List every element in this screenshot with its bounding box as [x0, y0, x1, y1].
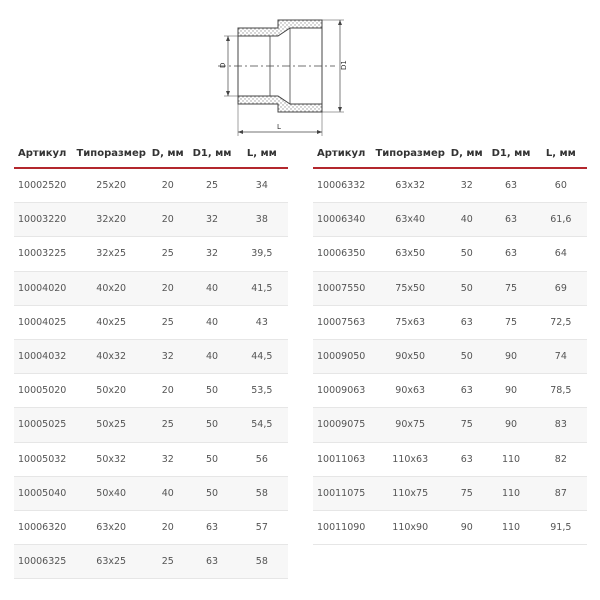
cell-d: 50 — [446, 339, 487, 373]
cell-article: 10011063 — [313, 442, 374, 476]
table-row — [14, 305, 288, 339]
cell-d1: 63 — [188, 545, 235, 579]
cell-d1: 40 — [188, 271, 235, 305]
table-header-row — [14, 140, 288, 168]
label-d1: D1 — [340, 60, 348, 70]
cell-size: 25x20 — [75, 168, 147, 203]
cell-article: 10006340 — [313, 203, 374, 237]
cell-d: 50 — [446, 237, 487, 271]
cell-d: 20 — [147, 374, 188, 408]
cell-size: 63x25 — [75, 545, 147, 579]
cell-l: 60 — [535, 168, 587, 203]
cell-l: 61,6 — [535, 203, 587, 237]
cell-article: 10007550 — [313, 271, 374, 305]
cell-d1: 25 — [188, 168, 235, 203]
cell-d1: 32 — [188, 237, 235, 271]
table-row — [14, 374, 288, 408]
cell-d1: 110 — [487, 510, 534, 544]
cell-article: 10006325 — [14, 545, 75, 579]
table-right — [313, 140, 587, 545]
label-l: L — [277, 123, 281, 131]
cell-size: 90x50 — [374, 339, 446, 373]
cell-article: 10005025 — [14, 408, 75, 442]
cell-article: 10006320 — [14, 510, 75, 544]
cell-d1: 50 — [188, 374, 235, 408]
table-row — [313, 168, 587, 203]
cell-d: 50 — [446, 271, 487, 305]
cell-size: 50x25 — [75, 408, 147, 442]
table-row — [313, 271, 587, 305]
cell-size: 32x20 — [75, 203, 147, 237]
table-row — [313, 408, 587, 442]
cell-d1: 32 — [188, 203, 235, 237]
table-row — [14, 168, 288, 203]
cell-size: 90x75 — [374, 408, 446, 442]
cell-article: 10011090 — [313, 510, 374, 544]
cell-d1: 50 — [188, 408, 235, 442]
cell-size: 75x63 — [374, 305, 446, 339]
header-article: Артикул — [313, 140, 374, 168]
cell-article: 10005032 — [14, 442, 75, 476]
table-row — [313, 339, 587, 373]
cell-size: 75x50 — [374, 271, 446, 305]
cell-d1: 110 — [487, 476, 534, 510]
cell-d1: 63 — [487, 203, 534, 237]
cell-d1: 63 — [487, 237, 534, 271]
cell-d: 63 — [446, 305, 487, 339]
header-l: L, мм — [535, 140, 587, 168]
cell-size: 63x20 — [75, 510, 147, 544]
cell-d1: 90 — [487, 339, 534, 373]
table-row — [313, 305, 587, 339]
header-d: D, мм — [446, 140, 487, 168]
cell-d: 20 — [147, 510, 188, 544]
cell-size: 40x20 — [75, 271, 147, 305]
header-size: Типоразмер — [75, 140, 147, 168]
cell-d1: 63 — [487, 168, 534, 203]
table-row — [14, 442, 288, 476]
coupling-drawing — [210, 8, 360, 140]
cell-size: 63x32 — [374, 168, 446, 203]
cell-article: 10007563 — [313, 305, 374, 339]
cell-d: 32 — [147, 339, 188, 373]
cell-article: 10004020 — [14, 271, 75, 305]
table-row — [14, 237, 288, 271]
cell-d: 20 — [147, 203, 188, 237]
table-row — [14, 510, 288, 544]
header-d1: D1, мм — [188, 140, 235, 168]
cell-l: 82 — [535, 442, 587, 476]
cell-size: 40x32 — [75, 339, 147, 373]
cell-d: 40 — [147, 476, 188, 510]
cell-l: 34 — [236, 168, 288, 203]
table-row — [14, 271, 288, 305]
cell-article: 10004025 — [14, 305, 75, 339]
cell-d: 25 — [147, 408, 188, 442]
header-d: D, мм — [147, 140, 188, 168]
label-d: D — [219, 62, 227, 68]
cell-article: 10006332 — [313, 168, 374, 203]
cell-l: 58 — [236, 545, 288, 579]
cell-l: 74 — [535, 339, 587, 373]
cell-d: 20 — [147, 168, 188, 203]
cell-d1: 110 — [487, 442, 534, 476]
table-left — [14, 140, 288, 579]
cell-l: 64 — [535, 237, 587, 271]
cell-article: 10003220 — [14, 203, 75, 237]
cell-l: 78,5 — [535, 374, 587, 408]
table-row — [14, 545, 288, 579]
cell-d: 40 — [446, 203, 487, 237]
cell-d1: 40 — [188, 305, 235, 339]
cell-l: 53,5 — [236, 374, 288, 408]
cell-article: 10003225 — [14, 237, 75, 271]
cell-d: 25 — [147, 545, 188, 579]
cell-d1: 90 — [487, 374, 534, 408]
table-row — [313, 476, 587, 510]
cell-l: 72,5 — [535, 305, 587, 339]
cell-d1: 75 — [487, 305, 534, 339]
cell-size: 110x63 — [374, 442, 446, 476]
cell-size: 63x50 — [374, 237, 446, 271]
cell-d: 90 — [446, 510, 487, 544]
cell-d: 25 — [147, 305, 188, 339]
cell-size: 50x20 — [75, 374, 147, 408]
cell-d1: 63 — [188, 510, 235, 544]
table-row — [313, 442, 587, 476]
cell-d1: 50 — [188, 442, 235, 476]
header-size: Типоразмер — [374, 140, 446, 168]
cell-d: 75 — [446, 408, 487, 442]
cell-article: 10009063 — [313, 374, 374, 408]
cell-size: 90x63 — [374, 374, 446, 408]
cell-article: 10011075 — [313, 476, 374, 510]
cell-l: 38 — [236, 203, 288, 237]
cell-l: 91,5 — [535, 510, 587, 544]
cell-d: 63 — [446, 442, 487, 476]
table-row — [14, 339, 288, 373]
cell-article: 10005020 — [14, 374, 75, 408]
cell-d: 20 — [147, 271, 188, 305]
table-row — [313, 510, 587, 544]
cell-l: 41,5 — [236, 271, 288, 305]
cell-article: 10004032 — [14, 339, 75, 373]
cell-l: 57 — [236, 510, 288, 544]
cell-d: 32 — [147, 442, 188, 476]
table-row — [14, 476, 288, 510]
table-row — [14, 408, 288, 442]
cell-d1: 40 — [188, 339, 235, 373]
cell-d: 25 — [147, 237, 188, 271]
header-d1: D1, мм — [487, 140, 534, 168]
cell-d1: 75 — [487, 271, 534, 305]
cell-l: 83 — [535, 408, 587, 442]
cell-size: 50x40 — [75, 476, 147, 510]
header-l: L, мм — [236, 140, 288, 168]
cell-d: 63 — [446, 374, 487, 408]
table-row — [313, 237, 587, 271]
cell-d1: 90 — [487, 408, 534, 442]
cell-l: 56 — [236, 442, 288, 476]
cell-size: 32x25 — [75, 237, 147, 271]
cell-size: 40x25 — [75, 305, 147, 339]
cell-size: 50x32 — [75, 442, 147, 476]
cell-size: 110x90 — [374, 510, 446, 544]
cell-article: 10009075 — [313, 408, 374, 442]
cell-size: 110x75 — [374, 476, 446, 510]
cell-l: 58 — [236, 476, 288, 510]
cell-l: 39,5 — [236, 237, 288, 271]
table-row — [313, 203, 587, 237]
cell-l: 54,5 — [236, 408, 288, 442]
table-header-row — [313, 140, 587, 168]
header-article: Артикул — [14, 140, 75, 168]
cell-size: 63x40 — [374, 203, 446, 237]
cell-l: 87 — [535, 476, 587, 510]
cell-article: 10002520 — [14, 168, 75, 203]
cell-article: 10009050 — [313, 339, 374, 373]
table-row — [313, 374, 587, 408]
cell-article: 10006350 — [313, 237, 374, 271]
cell-l: 43 — [236, 305, 288, 339]
cell-d1: 50 — [188, 476, 235, 510]
cell-d: 32 — [446, 168, 487, 203]
table-row — [14, 203, 288, 237]
cell-article: 10005040 — [14, 476, 75, 510]
cell-d: 75 — [446, 476, 487, 510]
cell-l: 44,5 — [236, 339, 288, 373]
cell-l: 69 — [535, 271, 587, 305]
